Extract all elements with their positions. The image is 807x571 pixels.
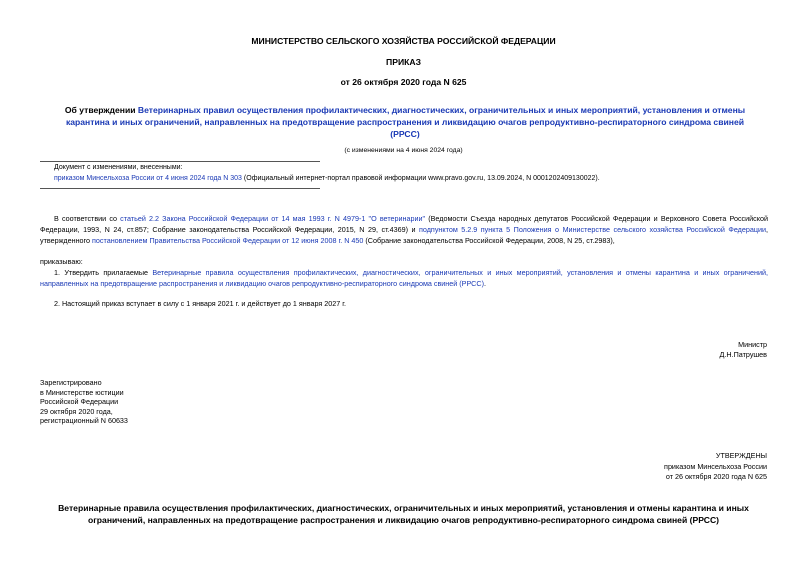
approved-block — [664, 451, 767, 483]
preamble-text-4: (Собрание законодательства Российской Федерации, 2008, N 25, ст.2983), — [363, 236, 615, 245]
amendments-top-rule — [40, 161, 320, 162]
rules-title: Ветеринарные правила осуществления профилактических, диагностических, ограничительных и иных мероприятий, установления и отмены карантина и иных ограничений, направленных на предотвращение распространения и ликвидацию очагов репродуктивно-респираторного синдрома свиней (РРСС) — [58, 503, 749, 525]
item-1-text-2: . — [483, 279, 486, 288]
preamble-text-2: (Ведомости Съезда народных депутатов Российской Федерации и Верховного Совета Российской Федерации, 1993, N 24, ст.857; Собрание законодательства Российской Федерации, 2015, N 29, ст.4369) и — [40, 214, 768, 234]
approved-line: от 26 октября 2020 года N 625 — [665, 472, 767, 481]
preamble-text-3: , утвержденного — [40, 225, 768, 245]
amendments-label: Документ с изменениями, внесенными: — [54, 164, 183, 171]
document-subject — [55, 104, 755, 140]
registration-line: Российской Федерации — [40, 397, 119, 406]
ministry-heading: МИНИСТЕРСТВО СЕЛЬСКОГО ХОЗЯЙСТВА РОССИЙСКОЙ ФЕДЕРАЦИИ — [251, 36, 556, 46]
subject-prefix: Об утверждении — [64, 105, 138, 115]
registration-line: регистрационный N 60633 — [40, 416, 128, 425]
document-date-number: от 26 октября 2020 года N 625 — [340, 77, 467, 87]
preamble-text-1: В соответствии со — [54, 214, 121, 223]
order-word: приказываю: — [40, 257, 83, 266]
document-type: ПРИКАЗ — [386, 57, 421, 67]
approved-line: приказом Минсельхоза России — [664, 461, 767, 471]
amendment-order-link[interactable]: приказом Минсельхоза России от 4 июня 2024 года N 303 — [54, 175, 242, 182]
item-2-paragraph: 2. Настоящий приказ вступает в силу с 1 января 2021 г. и действует до 1 января 2027 г. — [54, 299, 347, 308]
item-1-text-1: 1. Утвердить прилагаемые — [54, 268, 153, 277]
amendments-bottom-rule — [40, 188, 320, 189]
item-1-paragraph — [40, 267, 768, 289]
approved-line: УТВЕРЖДЕНЫ — [715, 451, 767, 460]
signatory-name: Д.Н.Патрушев — [719, 350, 767, 359]
preamble-paragraph — [40, 213, 768, 246]
approved-rules-link[interactable]: Ветеринарные правила осуществления профилактических, диагностических, ограничительных и иных мероприятий, установления и отмены карантина и иных ограничений, направленных на предотвращение распространения и ликвидацию очагов репродуктивно-респираторного синдрома свиней (РРСС) — [40, 268, 768, 288]
government-resolution-link[interactable]: постановлением Правительства Российской Федерации от 12 июня 2008 г. N 450 — [92, 236, 364, 245]
amendment-source: (Официальный интернет-портал правовой информации www.pravo.gov.ru, 13.09.2024, N 0001202409130022). — [241, 175, 600, 182]
signatory-title: Министр — [738, 340, 767, 349]
subject-rules-link[interactable]: Ветеринарных правил осуществления профилактических, диагностических, ограничительных и иных мероприятий, установления и отмены карантина и иных ограничений, направленных на предотвращение распространения и ликвидацию очагов репродуктивно-респираторного синдрома свиней (РРСС) — [65, 105, 746, 139]
changes-note: (с изменениями на 4 июня 2024 года) — [344, 147, 463, 154]
registration-line: Зарегистрировано — [40, 378, 102, 387]
registration-line: в Министерстве юстиции — [40, 387, 124, 397]
ministry-regulation-link[interactable]: подпунктом 5.2.9 пункта 5 Положения о Министерстве сельского хозяйства Российской Федерации — [419, 225, 766, 234]
amendments-entry — [54, 175, 600, 182]
law-veterinary-link[interactable]: статьей 2.2 Закона Российской Федерации от 14 мая 1993 г. N 4979-1 "О ветеринарии" — [120, 214, 426, 223]
registration-block — [40, 378, 128, 426]
registration-line: 29 октября 2020 года, — [40, 406, 113, 416]
